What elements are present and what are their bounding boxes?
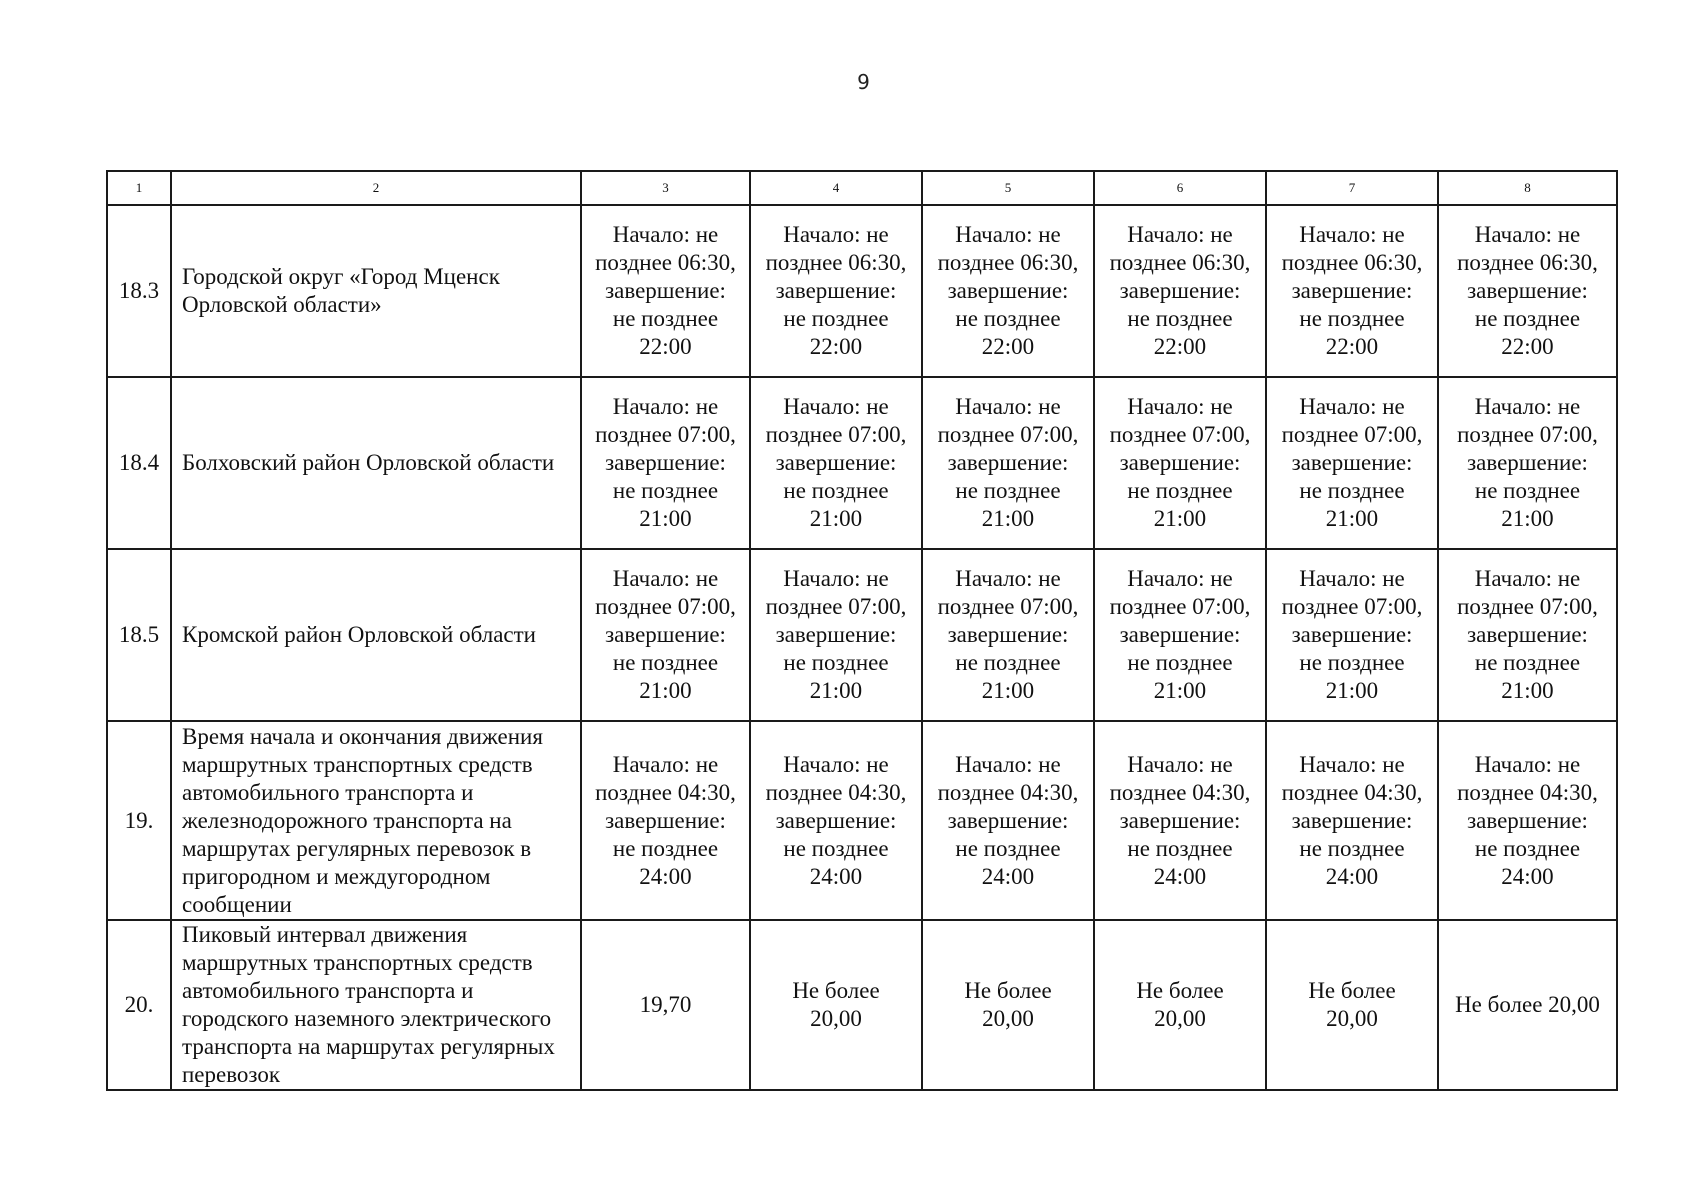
value-cell: Начало: не позднее 07:00, завершение: не позднее 21:00	[922, 549, 1094, 721]
row-number: 18.4	[107, 377, 171, 549]
value-cell: Начало: не позднее 07:00, завершение: не позднее 21:00	[581, 377, 750, 549]
row-name: Время начала и окончания движения маршрутных транспортных средств автомобильного транспорта и железнодорожного транспорта на маршрутах регулярных перевозок в пригородном и междугородном сообщении	[171, 721, 581, 920]
value-cell: Начало: не позднее 07:00, завершение: не позднее 21:00	[1438, 549, 1617, 721]
row-name: Городской округ «Город Мценск Орловской области»	[171, 205, 581, 377]
value-cell: Не более 20,00	[1266, 920, 1438, 1090]
value-cell: Не более 20,00	[922, 920, 1094, 1090]
value-cell: Начало: не позднее 04:30, завершение: не позднее 24:00	[750, 721, 922, 920]
value-cell: Начало: не позднее 04:30, завершение: не позднее 24:00	[1094, 721, 1266, 920]
value-cell: Начало: не позднее 07:00, завершение: не позднее 21:00	[1266, 377, 1438, 549]
value-cell: Начало: не позднее 04:30, завершение: не позднее 24:00	[1266, 721, 1438, 920]
row-name: Кромской район Орловской области	[171, 549, 581, 721]
value-cell: Начало: не позднее 04:30, завершение: не позднее 24:00	[922, 721, 1094, 920]
value-cell: Начало: не позднее 07:00, завершение: не позднее 21:00	[1438, 377, 1617, 549]
row-name: Пиковый интервал движения маршрутных транспортных средств автомобильного транспорта и городского наземного электрического транспорта на маршрутах регулярных перевозок	[171, 920, 581, 1090]
value-cell: Не более 20,00	[750, 920, 922, 1090]
value-cell: Начало: не позднее 06:30, завершение: не позднее 22:00	[1266, 205, 1438, 377]
column-header: 1	[107, 171, 171, 205]
value-cell: Начало: не позднее 07:00, завершение: не позднее 21:00	[1094, 549, 1266, 721]
row-number: 20.	[107, 920, 171, 1090]
value-cell: Начало: не позднее 07:00, завершение: не позднее 21:00	[581, 549, 750, 721]
value-cell: Начало: не позднее 07:00, завершение: не позднее 21:00	[750, 377, 922, 549]
value-cell: Начало: не позднее 06:30, завершение: не позднее 22:00	[581, 205, 750, 377]
table-row	[107, 205, 1617, 377]
header-row	[107, 171, 1617, 205]
column-header: 4	[750, 171, 922, 205]
value-cell: Начало: не позднее 04:30, завершение: не позднее 24:00	[581, 721, 750, 920]
value-cell: Начало: не позднее 04:30, завершение: не позднее 24:00	[1438, 721, 1617, 920]
table-row	[107, 721, 1617, 920]
row-name: Болховский район Орловской области	[171, 377, 581, 549]
table-row	[107, 549, 1617, 721]
value-cell: Начало: не позднее 06:30, завершение: не позднее 22:00	[750, 205, 922, 377]
column-header: 8	[1438, 171, 1617, 205]
column-header: 5	[922, 171, 1094, 205]
table-row	[107, 920, 1617, 1090]
table-row	[107, 377, 1617, 549]
column-header: 3	[581, 171, 750, 205]
value-cell: Начало: не позднее 07:00, завершение: не позднее 21:00	[750, 549, 922, 721]
value-cell: Начало: не позднее 06:30, завершение: не позднее 22:00	[1094, 205, 1266, 377]
value-cell: Начало: не позднее 06:30, завершение: не позднее 22:00	[1438, 205, 1617, 377]
data-table	[106, 170, 1618, 1091]
value-cell: Начало: не позднее 07:00, завершение: не позднее 21:00	[922, 377, 1094, 549]
value-cell: Начало: не позднее 07:00, завершение: не позднее 21:00	[1094, 377, 1266, 549]
row-number: 18.3	[107, 205, 171, 377]
row-number: 19.	[107, 721, 171, 920]
row-number: 18.5	[107, 549, 171, 721]
value-cell: Начало: не позднее 07:00, завершение: не позднее 21:00	[1266, 549, 1438, 721]
column-header: 2	[171, 171, 581, 205]
column-header: 7	[1266, 171, 1438, 205]
page-number: 9	[857, 70, 870, 94]
value-cell: 19,70	[581, 920, 750, 1090]
column-header: 6	[1094, 171, 1266, 205]
value-cell: Не более 20,00	[1438, 920, 1617, 1090]
value-cell: Начало: не позднее 06:30, завершение: не позднее 22:00	[922, 205, 1094, 377]
value-cell: Не более 20,00	[1094, 920, 1266, 1090]
